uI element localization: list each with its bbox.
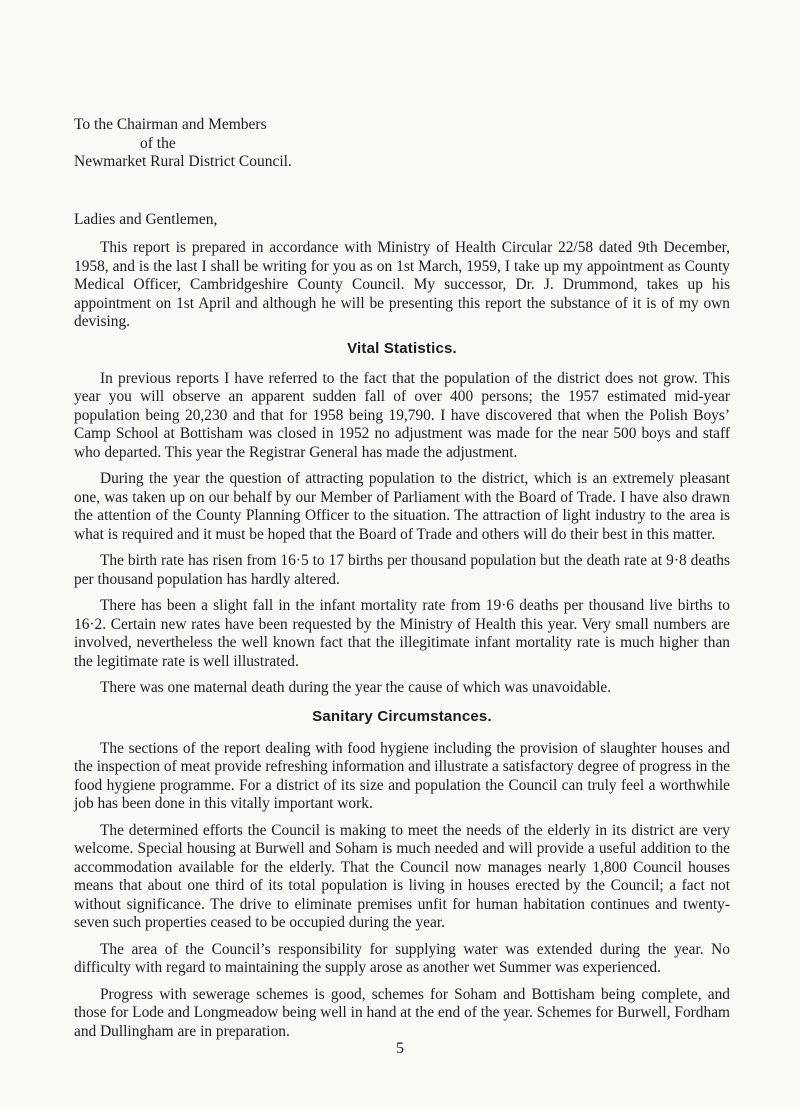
paragraph: Progress with sewerage schemes is good, schemes for Soham and Bottisham being complete, and those for Lode and Longmeadow being well in hand at the end of the year. Schemes for Burwell, Fordham and Dullingham are in preparation.: [74, 985, 730, 1040]
paragraph: The sections of the report dealing with food hygiene including the provision of slaughter houses and the inspection of meat provide refreshing information and illustrate a satisfactory degree of progress in the food hygiene programme. For a district of its size and population the Council can truly feel a worthwhile job has been done in this vitally important work.: [74, 739, 730, 812]
address-line: Newmarket Rural District Council.: [74, 153, 292, 170]
section-heading-sanitary-circumstances: Sanitary Circumstances.: [312, 707, 492, 725]
salutation: Ladies and Gentlemen,: [74, 211, 218, 228]
paragraph: In previous reports I have referred to the fact that the population of the district does not grow. This year you will observe an apparent sudden fall of over 400 persons; the 1957 estimated mid-year population being 20,230 and that for 1958 being 19,790. I have discovered that when the Polish Boys’ Camp School at Bottisham was closed in 1952 no adjustment was made for the near 500 boys and staff who departed. This year the Registrar General has made the adjustment.: [74, 369, 730, 461]
address-line: of the: [140, 134, 176, 152]
paragraph: The birth rate has risen from 16·5 to 17 births per thousand population but the death rate at 9·8 deaths per thousand population has hardly altered.: [74, 552, 730, 588]
address-line: To the Chairman and Members: [74, 116, 267, 133]
page-number: 5: [396, 1040, 404, 1057]
paragraph: The area of the Council’s responsibility for supplying water was extended during the year. No difficulty with regard to maintaining the supply arose as another wet Summer was experienced.: [74, 940, 730, 976]
paragraph: There has been a slight fall in the infant mortality rate from 19·6 deaths per thousand live births to 16·2. Certain new rates have been requested by the Ministry of Health this year. Very small numbers are involved, nevertheless the well known fact that the illegitimate infant mortality rate is much higher than the legitimate rate is well illustrated.: [74, 597, 730, 670]
paragraph: There was one maternal death during the year the cause of which was unavoidable.: [100, 679, 612, 696]
address-block: [74, 116, 292, 172]
paragraph: The determined efforts the Council is making to meet the needs of the elderly in its district are very welcome. Special housing at Burwell and Soham is much needed and will provide a useful addition to the accommodation available for the elderly. That the Council now manages nearly 1,800 Council houses means that about one third of its total population is living in houses erected by the Council; a fact not without significance. The drive to eliminate premises unfit for human habitation continues and twenty-seven such properties ceased to be occupied during the year.: [74, 821, 730, 931]
section-heading-vital-statistics: Vital Statistics.: [347, 339, 457, 357]
report-body: [74, 239, 730, 1049]
intro-paragraph: This report is prepared in accordance with Ministry of Health Circular 22/58 dated 9th December, 1958, and is the last I shall be writing for you as on 1st March, 1959, I take up my appointment as County Medical Officer, Cambridgeshire County Council. My successor, Dr. J. Drummond, takes up his appointment on 1st April and although he will be presenting this report the substance of it is of my own devising.: [74, 239, 730, 330]
paragraph: During the year the question of attracting population to the district, which is an extremely pleasant one, was taken up on our behalf by our Member of Parliament with the Board of Trade. I have also drawn the attention of the County Planning Officer to the situation. The attraction of light industry to the area is what is required and it must be hoped that the Board of Trade and others will do their best in this matter.: [74, 470, 730, 543]
